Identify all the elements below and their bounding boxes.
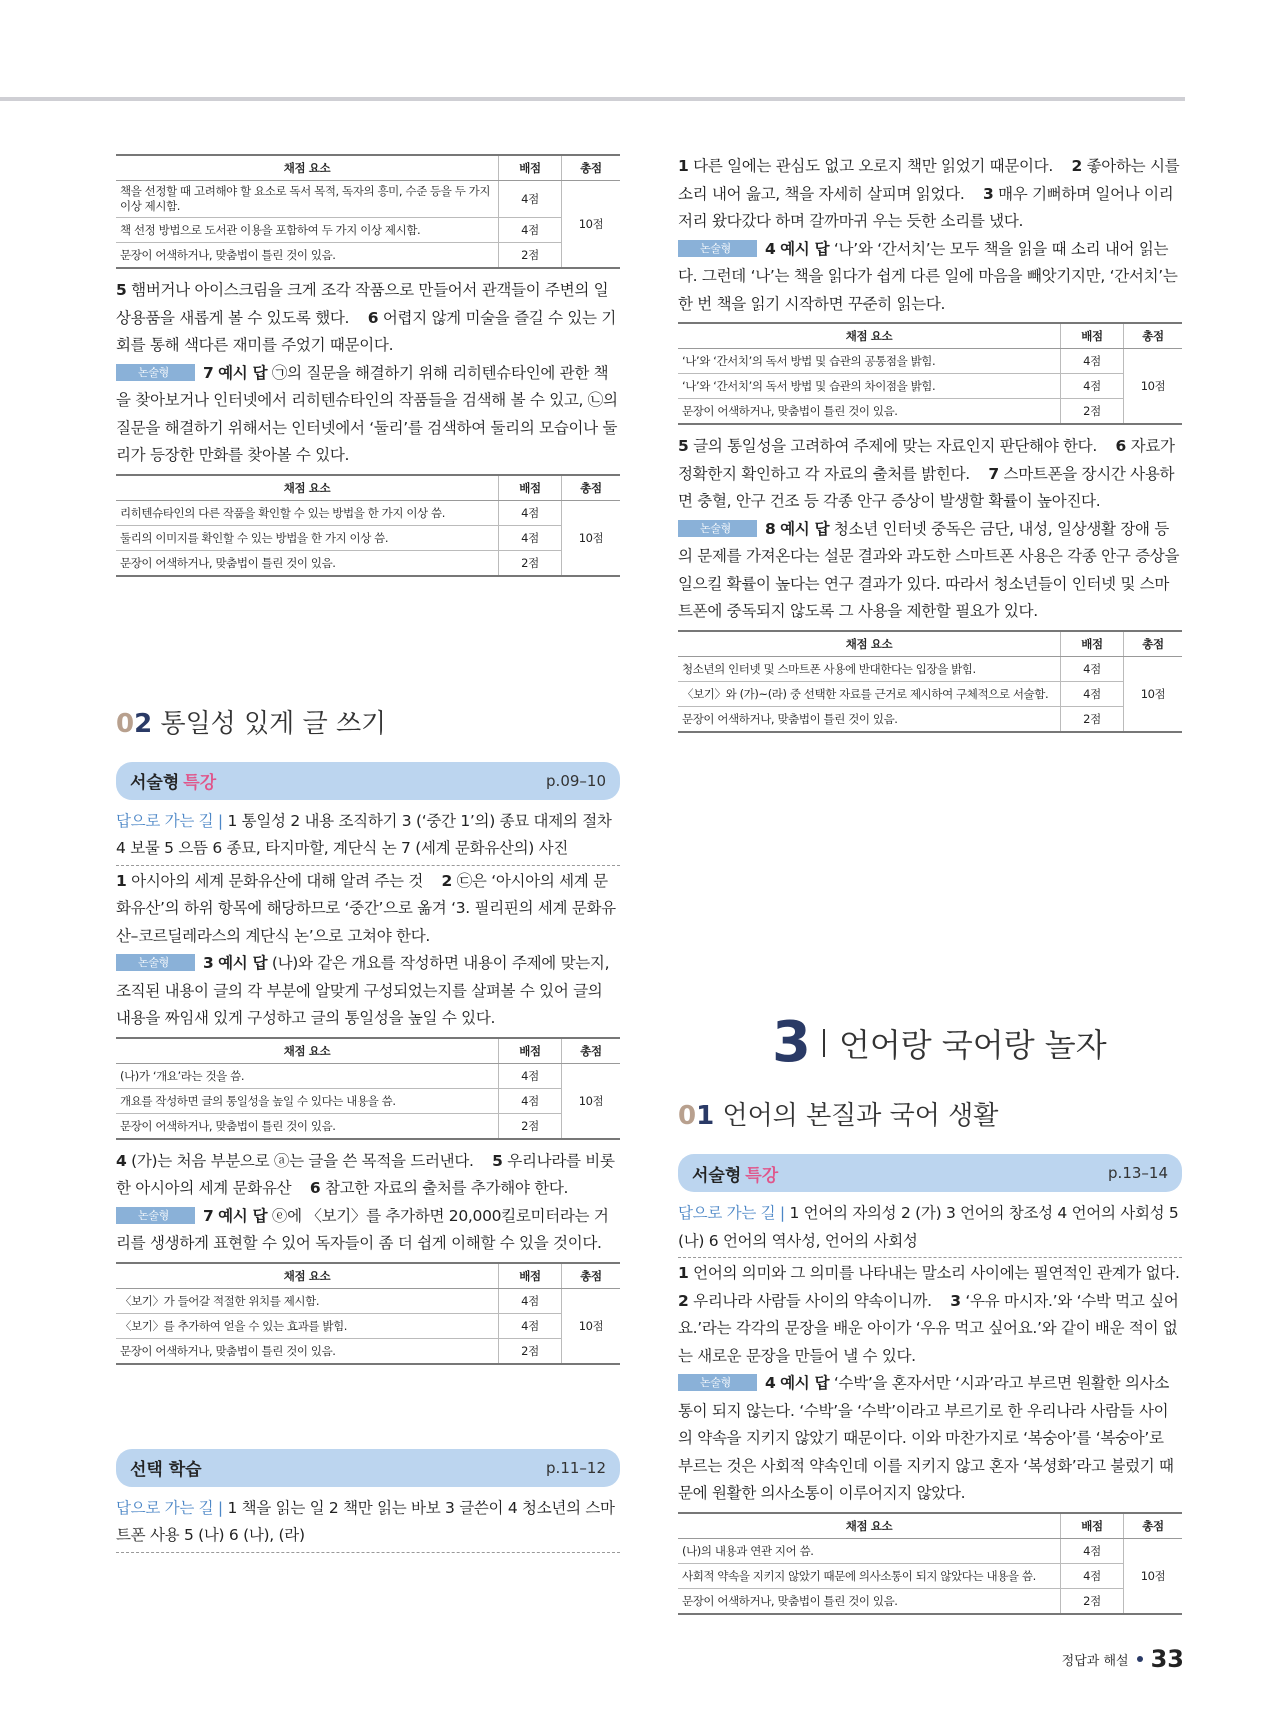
essay-tag: 논술형	[116, 364, 195, 381]
cell: 2점	[499, 243, 562, 269]
answer-guide: 답으로 가는 길 | 1 언어의 자의성 2 (가) 3 언어의 창조성 4 언어의 사회성 5 (나) 6 언어의 역사성, 언어의 사회성	[678, 1204, 1179, 1250]
page-number: 33	[1150, 1645, 1184, 1673]
cell: 책 선정 방법으로 도서관 이용을 포함하여 두 가지 이상 제시함.	[116, 218, 499, 243]
cell: 둘리의 이미지를 확인할 수 있는 방법을 한 가지 이상 씀.	[116, 525, 499, 550]
chapter-number: 3	[772, 1010, 811, 1075]
answer-paragraph: 5 글의 통일성을 고려하여 주제에 맞는 자료인지 판단해야 한다. 6 자료가 정확한지 확인하고 각 자료의 출처를 밝힌다. 7 스마트폰을 장시간 사용하면 충혈, 안구 건조 등 각종 안구 증상이 발생할 확률이 높아진다.	[678, 437, 1175, 510]
score-table-3: 채점 요소 배점 총점 (나)가 ‘개요’라는 것을 씀. 4점 10점 개요를 작성하면 글의 통일성을 높일 수 있다는 내용을 씀. 4점 문장이 어색하거나, 맞춤법이 틀린 것이 있음. 2점	[116, 1037, 620, 1140]
right-column	[678, 153, 1182, 741]
score-table-1	[116, 154, 620, 269]
chapter-title: 언어랑 국어랑 놀자	[838, 1025, 1107, 1064]
page-footer	[1062, 1645, 1184, 1673]
dotted-divider	[678, 1257, 1182, 1258]
section-band: 선택 학습 p.11–12	[116, 1449, 620, 1487]
header-rule	[0, 97, 1185, 101]
section-band: 서술형 특강 p.13–14	[678, 1154, 1182, 1192]
answer-paragraph: 논술형 7 예시 답 ⓔ에 〈보기〉를 추가하면 20,000킬로미터라는 거리를 생생하게 표현할 수 있어 독자들이 좀 더 쉽게 이해할 수 있을 것이다.	[116, 1206, 609, 1252]
score-table-2: 채점 요소 배점 총점 리히텐슈타인의 다른 작품을 확인할 수 있는 방법을 한 가지 이상 씀. 4점 10점 둘리의 이미지를 확인할 수 있는 방법을 한 가지 이상 씀. 4점 문장이 어색하거나, 맞춤법이 틀린 것이 있음. 2점	[116, 474, 620, 577]
answer-paragraph: 5 햄버거나 아이스크림을 크게 조각 작품으로 만들어서 관객들이 주변의 일상용품을 새롭게 볼 수 있도록 했다. 6 어렵지 않게 미술을 즐길 수 있는 기회를 통해 색다른 재미를 주었기 때문이다.	[116, 281, 617, 354]
essay-tag: 논술형	[678, 1374, 757, 1391]
th-criterion: 채점 요소	[116, 155, 499, 181]
chapter-heading	[772, 1010, 1107, 1075]
cell: 4점	[499, 218, 562, 243]
answer-paragraph: 논술형 4 예시 답 ‘나’와 ‘간서치’는 모두 책을 읽을 때 소리 내어 읽는다. 그런데 ‘나’는 책을 읽다가 쉽게 다른 일에 마음을 빼앗기지만, ‘간서치’는 한 번 책을 읽기 시작하면 꾸준히 읽는다.	[678, 239, 1178, 313]
score-table-4: 채점 요소 배점 총점 〈보기〉가 들어갈 적절한 위치를 제시함. 4점 10점 〈보기〉를 추가하여 얻을 수 있는 효과를 밝힘. 4점 문장이 어색하거나, 맞춤법이 틀린 것이 있음. 2점	[116, 1262, 620, 1365]
score-table-7: 채점 요소 배점 총점 (나)의 내용과 연관 지어 씀. 4점 10점 사회적 약속을 지키지 않았기 때문에 의사소통이 되지 않았다는 내용을 씀. 4점 문장이 어색하거나, 맞춤법이 틀린 것이 있음. 2점	[678, 1512, 1182, 1615]
cell: 리히텐슈타인의 다른 작품을 확인할 수 있는 방법을 한 가지 이상 씀.	[116, 500, 499, 525]
answer-paragraph: 논술형 3 예시 답 (나)와 같은 개요를 작성하면 내용이 주제에 맞는지, 조직된 내용이 글의 각 부분에 알맞게 구성되었는지를 살펴볼 수 있어 글의 내용을 짜임새 있게 구성하고 글의 통일성을 높일 수 있다.	[116, 954, 610, 1027]
right-column-lower	[678, 1095, 1182, 1623]
section-title: 02 통일성 있게 글 쓰기	[116, 708, 387, 739]
score-table-5: 채점 요소 배점 총점 ‘나’와 ‘간서치’의 독서 방법 및 습관의 공통점을 밝힘. 4점 10점 ‘나’와 ‘간서치’의 독서 방법 및 습관의 차이점을 밝힘. 4점 문장이 어색하거나, 맞춤법이 틀린 것이 있음. 2점	[678, 322, 1182, 425]
answer-paragraph: 1 아시아의 세계 문화유산에 대해 알려 주는 것 2 ㉢은 ‘아시아의 세계 문화유산’의 하위 항목에 해당하므로 ‘중간’으로 옮겨 ‘3. 필리핀의 세계 문화유산–코르딜레라스의 계단식 논’으로 고쳐야 한다.	[116, 871, 616, 945]
essay-tag: 논술형	[678, 240, 757, 257]
left-column	[116, 150, 620, 1555]
essay-tag: 논술형	[678, 520, 757, 537]
cell: 4점	[499, 181, 562, 218]
section-title: 01 언어의 본질과 국어 생활	[678, 1101, 999, 1131]
cell: 책을 선정할 때 고려해야 할 요소로 독서 목적, 독자의 흥미, 수준 등을 두 가지 이상 제시함.	[116, 181, 499, 218]
answer-paragraph: 논술형 7 예시 답 ㉠의 질문을 해결하기 위해 리히텐슈타인에 관한 책을 찾아보거나 인터넷에서 리히텐슈타인의 작품들을 검색해 볼 수 있고, ㉡의 질문을 해결하기 위해서는 인터넷에서 ‘둘리’를 검색하여 둘리의 모습이나 둘리가 등장한 만화를 찾아볼 수 있다.	[116, 363, 618, 464]
essay-tag: 논술형	[116, 1207, 195, 1224]
dotted-divider	[116, 1552, 620, 1553]
bullet-icon	[1137, 1656, 1143, 1662]
essay-tag: 논술형	[116, 954, 195, 971]
cell: 문장이 어색하거나, 맞춤법이 틀린 것이 있음.	[116, 550, 499, 576]
answer-paragraph: 1 다른 일에는 관심도 없고 오로지 책만 읽었기 때문이다. 2 좋아하는 시를 소리 내어 읊고, 책을 자세히 살피며 읽었다. 3 매우 기뻐하며 일어나 이리저리 왔다갔다 하며 갈까마귀 우는 듯한 소리를 냈다.	[678, 157, 1180, 230]
th-points: 배점	[499, 155, 562, 181]
answer-guide: 답으로 가는 길 | 1 책을 읽는 일 2 책만 읽는 바보 3 글쓴이 4 청소년의 스마트폰 사용 5 (나) 6 (나), (라)	[116, 1498, 615, 1544]
dotted-divider	[116, 865, 620, 866]
cell-total: 10점	[562, 181, 621, 269]
answer-guide: 답으로 가는 길 | 1 통일성 2 내용 조직하기 3 (‘중간 1’의) 종묘 대제의 절차 4 보물 5 으뜸 6 종묘, 타지마할, 계단식 논 7 (세계 문화유산의) 사진	[116, 811, 612, 857]
chapter-divider	[823, 1029, 825, 1057]
answer-paragraph: 1 언어의 의미와 그 의미를 나타내는 말소리 사이에는 필연적인 관계가 없다. 2 우리나라 사람들 사이의 약속이니까. 3 ‘우유 마시자.’와 ‘수박 먹고 싶어요.’라는 각각의 문장을 배운 아이가 ‘우유 먹고 싶어요.’와 같이 배운 적이 없는 새로운 문장을 만들어 낼 수 있다.	[678, 1264, 1180, 1365]
section-band: 서술형 특강 p.09–10	[116, 762, 620, 800]
footer-label: 정답과 해설	[1061, 1653, 1129, 1669]
score-table-6: 채점 요소 배점 총점 청소년의 인터넷 및 스마트폰 사용에 반대한다는 입장을 밝힘. 4점 10점 〈보기〉와 (가)~(라) 중 선택한 자료를 근거로 제시하여 구체적으로 서술함. 4점 문장이 어색하거나, 맞춤법이 틀린 것이 있음. 2점	[678, 630, 1182, 733]
answer-paragraph: 4 (가)는 처음 부분으로 ⓐ는 글을 쓴 목적을 드러낸다. 5 우리나라를 비롯한 아시아의 세계 문화유산 6 참고한 자료의 출처를 추가해야 한다.	[116, 1151, 615, 1197]
answer-paragraph: 논술형 4 예시 답 ‘수박’을 혼자서만 ‘시과’라고 부르면 원활한 의사소통이 되지 않는다. ‘수박’을 ‘수박’이라고 부르기로 한 우리나라 사람들 사이의 약속을 지키지 않았기 때문이다. 이와 마찬가지로 ‘복숭아’를 ‘복숭아’로 부르는 것은 사회적 약속인데 이를 지키지 않고 혼자 ‘복셩화’라고 불렀기 때문에 원활한 의사소통이 이루어지지 않았다.	[678, 1374, 1174, 1502]
cell: 문장이 어색하거나, 맞춤법이 틀린 것이 있음.	[116, 243, 499, 269]
answer-paragraph: 논술형 8 예시 답 청소년 인터넷 중독은 금단, 내성, 일상생활 장애 등의 문제를 가져온다는 설문 결과와 과도한 스마트폰 사용은 각종 안구 증상을 일으킬 확률이 높다는 연구 결과가 있다. 따라서 청소년들이 인터넷 및 스마트폰에 중독되지 않도록 그 사용을 제한할 필요가 있다.	[678, 519, 1180, 620]
th-total: 총점	[562, 155, 621, 181]
